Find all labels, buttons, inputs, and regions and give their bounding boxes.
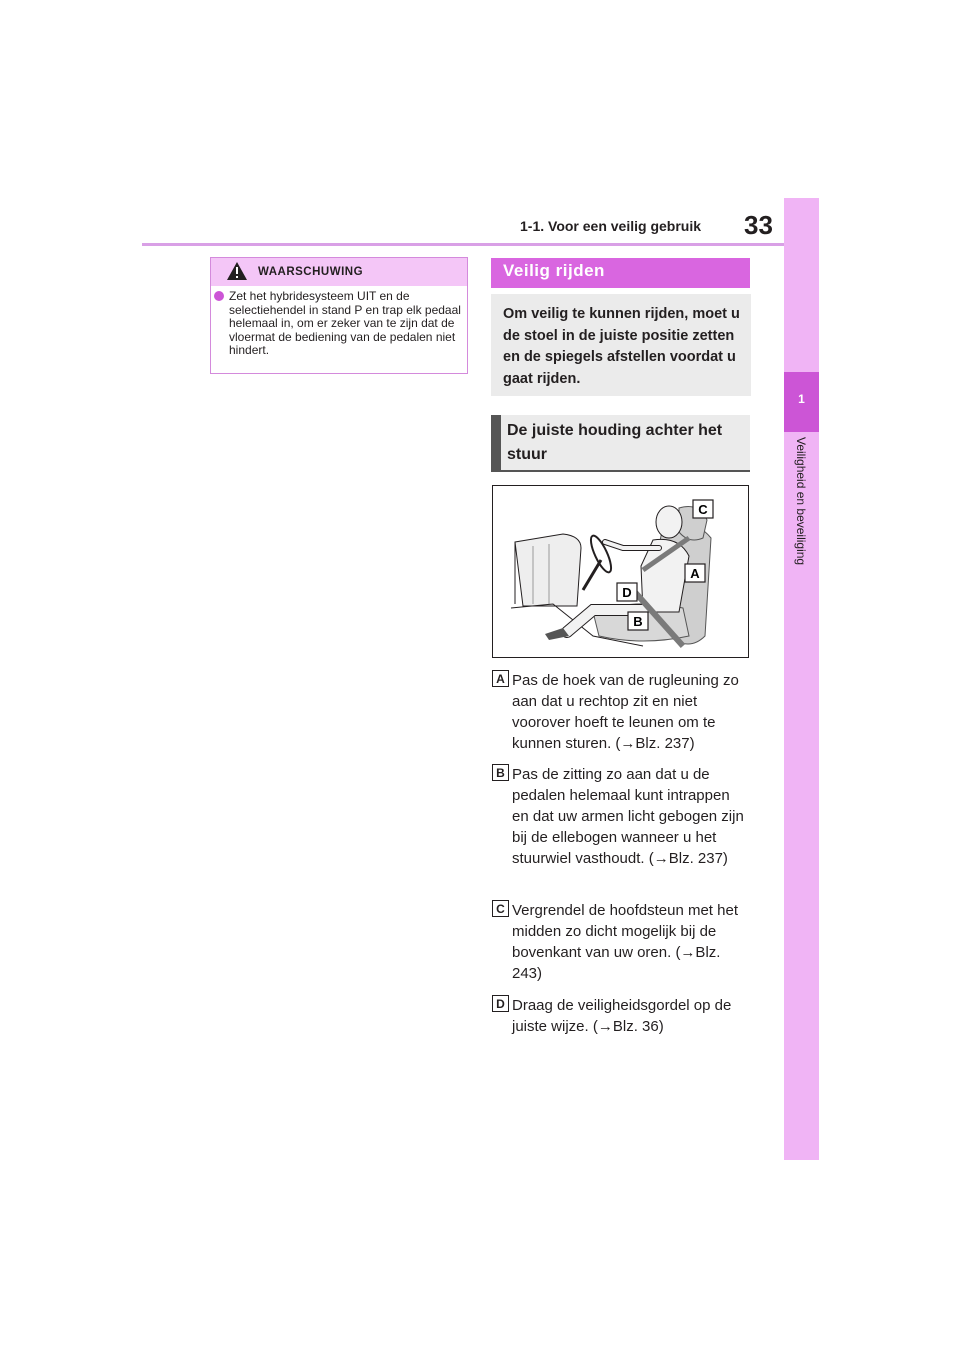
- svg-text:B: B: [633, 614, 643, 629]
- driver-seat-drawing: [493, 486, 748, 657]
- callout-c: [693, 500, 713, 518]
- item-text-c: Vergrendel de hoofdsteun met het midden zo dicht mogelijk bij de bovenkant van uw oren. (→Blz. 243): [512, 902, 738, 982]
- item-label-b: B: [492, 764, 509, 781]
- warning-title: WAARSCHUWING: [258, 266, 364, 278]
- chapter-number: 1: [798, 392, 805, 406]
- subsection-bar: [491, 415, 501, 472]
- svg-text:C: C: [698, 502, 708, 517]
- callout-d: [617, 583, 637, 601]
- warning-triangle-icon: [226, 261, 248, 281]
- page-number: 33: [744, 210, 773, 240]
- item-text-b: Pas de zitting zo aan dat u de pedalen helemaal kunt intrappen en dat uw armen licht gebogen zijn bij de ellebogen wanneer u het stuurwiel vasthoudt. (→Blz. 237): [512, 766, 744, 867]
- svg-text:A: A: [690, 566, 700, 581]
- warning-text: Zet het hybridesysteem UIT en de selectiehendel in stand P en trap elk pedaal helemaal in, om er zeker van te zijn dat de vloermat de bediening van de pedalen niet hindert.: [229, 289, 461, 357]
- intro-text: Om veilig te kunnen rijden, moet u de stoel in de juiste positie zetten en de spiegels afstellen voordat u gaat rijden.: [503, 306, 740, 387]
- section-title: Veilig rijden: [503, 261, 605, 280]
- header-rule: [142, 243, 784, 246]
- subsection-title: De juiste houding achter het stuur: [507, 422, 723, 463]
- callout-b: [628, 612, 648, 630]
- svg-text:D: D: [622, 585, 632, 600]
- item-label-a: A: [492, 670, 509, 687]
- chapter-label: Veiligheid en beveiliging: [794, 437, 808, 566]
- callout-a: [685, 564, 705, 582]
- header-title: 1-1. Voor een veilig gebruik: [520, 218, 702, 234]
- item-text-d: Draag de veiligheidsgordel op de juiste wijze. (→Blz. 36): [512, 997, 732, 1035]
- driving-posture-illustration: [492, 485, 749, 658]
- item-text-a: Pas de hoek van de rugleuning zo aan dat u rechtop zit en niet voorover hoeft te leunen om te kunnen sturen. (→Blz. 237): [512, 672, 739, 752]
- bullet-icon: [214, 291, 224, 301]
- item-label-c: C: [492, 900, 509, 917]
- item-label-d: D: [492, 995, 509, 1012]
